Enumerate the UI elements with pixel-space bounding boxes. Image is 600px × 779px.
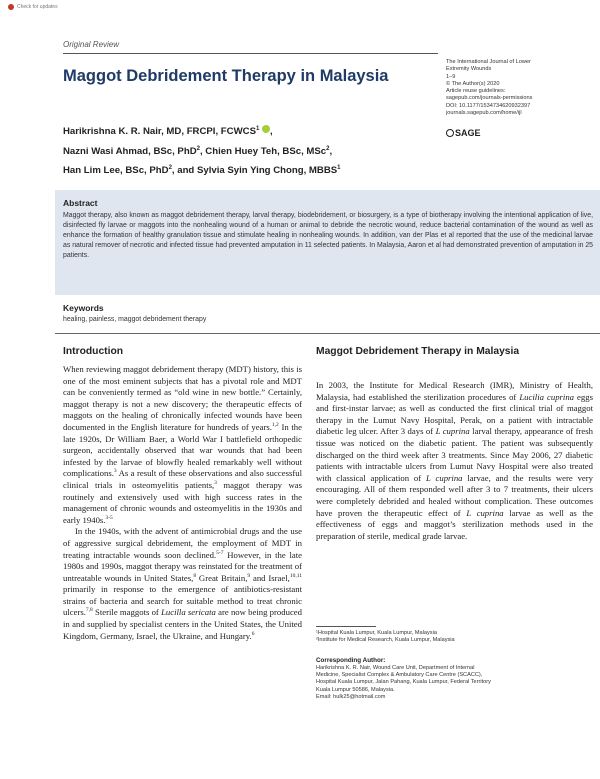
author-list — [63, 121, 443, 180]
author-line-3 — [63, 160, 443, 180]
corresponding-author-details — [316, 665, 593, 701]
article-type: Original Review — [63, 40, 120, 49]
affiliation-mark: 1 — [337, 165, 341, 172]
author-name: Nazni Wasi Ahmad, BSc, PhD — [63, 145, 197, 157]
author-line-2 — [63, 141, 443, 161]
species-name: L cuprina — [426, 472, 463, 483]
citation[interactable]: 9 — [247, 572, 251, 579]
sage-logo-icon — [446, 129, 454, 137]
author-separator: , — [270, 126, 273, 138]
citation[interactable]: 7,8 — [85, 607, 93, 614]
header-divider — [63, 53, 438, 54]
affiliation-mark: 1 — [255, 126, 260, 132]
species-name: Lucilla sericata — [161, 607, 216, 618]
citation[interactable]: 8 — [193, 572, 197, 579]
affiliation-2: ²Institute for Medical Research, Kuala Lumpur, Malaysia — [316, 637, 455, 644]
journal-name-line-1: The International Journal of Lower — [446, 59, 531, 65]
corresponding-line: Kuala Lumpur 50586, Malaysia. — [316, 686, 395, 693]
author-name: Han Lim Lee, BSc, PhD — [63, 165, 169, 177]
mdt-malaysia-heading: Maggot Debridement Therapy in Malaysia — [316, 346, 520, 357]
author-name: , and Sylvia Syin Ying Chong, MBBS — [171, 165, 338, 177]
check-updates-icon — [8, 4, 14, 10]
footnote-divider — [316, 626, 376, 627]
copyright: © The Author(s) 2020 — [446, 80, 500, 87]
citation[interactable]: 5-7 — [216, 549, 224, 556]
mdt-malaysia-body — [316, 380, 593, 542]
corresponding-email[interactable]: Email: hulk25@hotmail.com — [316, 693, 386, 700]
journal-meta — [446, 59, 596, 117]
citation[interactable]: 3 — [214, 480, 217, 487]
journal-name-line-2: Extremity Wounds — [446, 66, 492, 73]
doi[interactable]: DOI: 10.1177/1534734620932397 — [446, 102, 531, 109]
citation[interactable]: 3-5 — [105, 514, 113, 521]
affiliation-mark: 2 — [168, 165, 172, 172]
mdt-malaysia-paragraph-1: In 2003, the Institute for Medical Research (IMR), Ministry of Health, Malaysia, had established the sterilization procedures of Lucilia cuprina eggs and first-instar larvae; as well as conducted the first clinical trial of maggot therapy in the Lumut Navy Hospital, Perak, on a patient with intractable diabetic leg ulcer. After 3 days of L cuprina larval therapy, appearance of fresh tissue was noticed on the diabetic patient. The patient was subsequently discharged on the third week after 3 treatments. Since May 2006, 27 diabetic patients with intractable ulcers from Lumut Navy Hospital were also treated with classical application of L cuprina larvae, and the results were very encouraging. All of them responded well after 3 to 7 treatments, their ulcers were completely debrided and healed without complication. These outcomes have proven the therapeutic effect of L cuprina larvae as well as the effectiveness of eggs and maggot’s sterilization methods used in the preparation of sterile, medical grade larvae. — [316, 380, 594, 541]
species-name: L cuprina — [435, 426, 470, 437]
page-range: 1–9 — [446, 73, 456, 80]
author-name: Harikrishna K. R. Nair, MD, FRCPI, FCWCS — [63, 126, 256, 138]
sage-logo — [446, 128, 481, 138]
introduction-paragraph-1: When reviewing maggot debridement therapy (MDT) history, this is one of the most eminent subjects that has a pivotal role and MDT can be conveniently termed as “old wine in new bottle.” Certainly, maggot therapy is not a new discovery; the therapeutic effects of maggots on the healing of chronically infected wounds have been documented in the English literature for hundreds of years.$^{1,2}$ In the late 1920s, Dr William Baer, a World War I battlefield orthopedic surgeon, accidentally observed that war wounds that had been infested by the larvae of blowfly healed remarkably well without complications.$^3$ As a result of these observations and also successful clinical trials in osteomyelitis patients,$^3$ maggot therapy was routinely and extensively used with high success rates in the management of chronic wounds and osteomyelitis in the 1930s and early 1940s.$^{3-5}$ — [63, 364, 303, 525]
citation[interactable]: 1,2 — [271, 422, 279, 429]
corresponding-author-heading: Corresponding Author: — [316, 657, 386, 664]
author-name: , Chien Huey Teh, BSc, MSc — [199, 145, 327, 157]
permissions-link[interactable]: sagepub.com/journals-permissions — [446, 95, 533, 102]
section-divider — [55, 333, 600, 334]
keywords-text: healing, painless, maggot debridement therapy — [63, 316, 207, 323]
check-updates-label: Check for updates — [17, 4, 58, 10]
introduction-paragraph-2: In the 1940s, with the advent of antimicrobial drugs and the use of aggressive surgical debridement, the employment of MDT in treating intractable wounds soon declined.$^{5-7}$ However, in the late 1980s and 1990s, maggot therapy was reinstated for the treatment of untreatable wounds in United States,$^8$ Great Britain,$^9$ and Israel,$^{10,11}$ primarily in response to the emergence of antibiotics-resistant strains of bacteria and search for suitable method to treat chronic ulcers.$^{7,8}$ Sterile maggots of Lucilla sericata are now being produced in and supplied by specialist centers in the United States, the United Kingdom, Germany, Israel, the Ukraine, and Hungary.$^6$ — [63, 526, 302, 641]
sage-logo-text: SAGE — [455, 128, 481, 138]
journal-home-link[interactable]: journals.sagepub.com/home/ijl — [446, 110, 522, 117]
affiliations — [316, 630, 593, 644]
reuse-guidelines-label: Article reuse guidelines: — [446, 88, 506, 95]
affiliation-1: ¹Hospital Kuala Lumpur, Kuala Lumpur, Malaysia — [316, 630, 437, 636]
author-line-1 — [63, 121, 443, 141]
abstract-heading: Abstract — [63, 198, 98, 208]
check-for-updates-badge[interactable] — [8, 4, 58, 10]
corresponding-line: Hospital Kuala Lumpur, Jalan Pahang, Kuala Lumpur, Federal Territory — [316, 679, 491, 686]
article-title: Maggot Debridement Therapy in Malaysia — [63, 67, 389, 85]
affiliation-mark: 2 — [196, 145, 200, 152]
abstract-text: Maggot therapy, also known as maggot debridement therapy, larval therapy, biodebridement, or biosurgery, is a type of biotherapy involving the intentional application of live, disinfected fly larvae or maggots into the nonhealing wound of a human or animal to debride the necrotic wound, reduce bacterial contamination of the wound as well as enhance the formation of healthy granulation tissue and stimulate healing in nonhealing wounds. In addition, van der Plas et al reported that the use of the medicinal larvae as natural remover of necrotic and infected tissue had prevented amputation in 11 selected patients. In Malaysia, Aaron et al had demonstrated prevention of amputation in 25 patients. — [63, 212, 594, 259]
citation[interactable]: 6 — [251, 630, 255, 637]
species-name: Lucilia cuprina — [519, 391, 575, 402]
affiliation-mark: 2 — [326, 145, 330, 152]
author-separator: , — [329, 145, 333, 157]
keywords-heading: Keywords — [63, 303, 104, 313]
introduction-heading: Introduction — [63, 346, 124, 357]
species-name: L cuprina — [466, 507, 504, 518]
corresponding-line: Medicine, Specialist Complex & Ambulatory Care Centre (SCACC), — [316, 672, 483, 679]
corresponding-line: Harikrishna K. R. Nair, Wound Care Unit, Department of Internal — [316, 665, 475, 671]
citation[interactable]: 10,11 — [289, 572, 302, 579]
introduction-body — [63, 364, 302, 642]
citation[interactable]: 3 — [113, 468, 117, 475]
orcid-icon[interactable] — [262, 125, 270, 133]
